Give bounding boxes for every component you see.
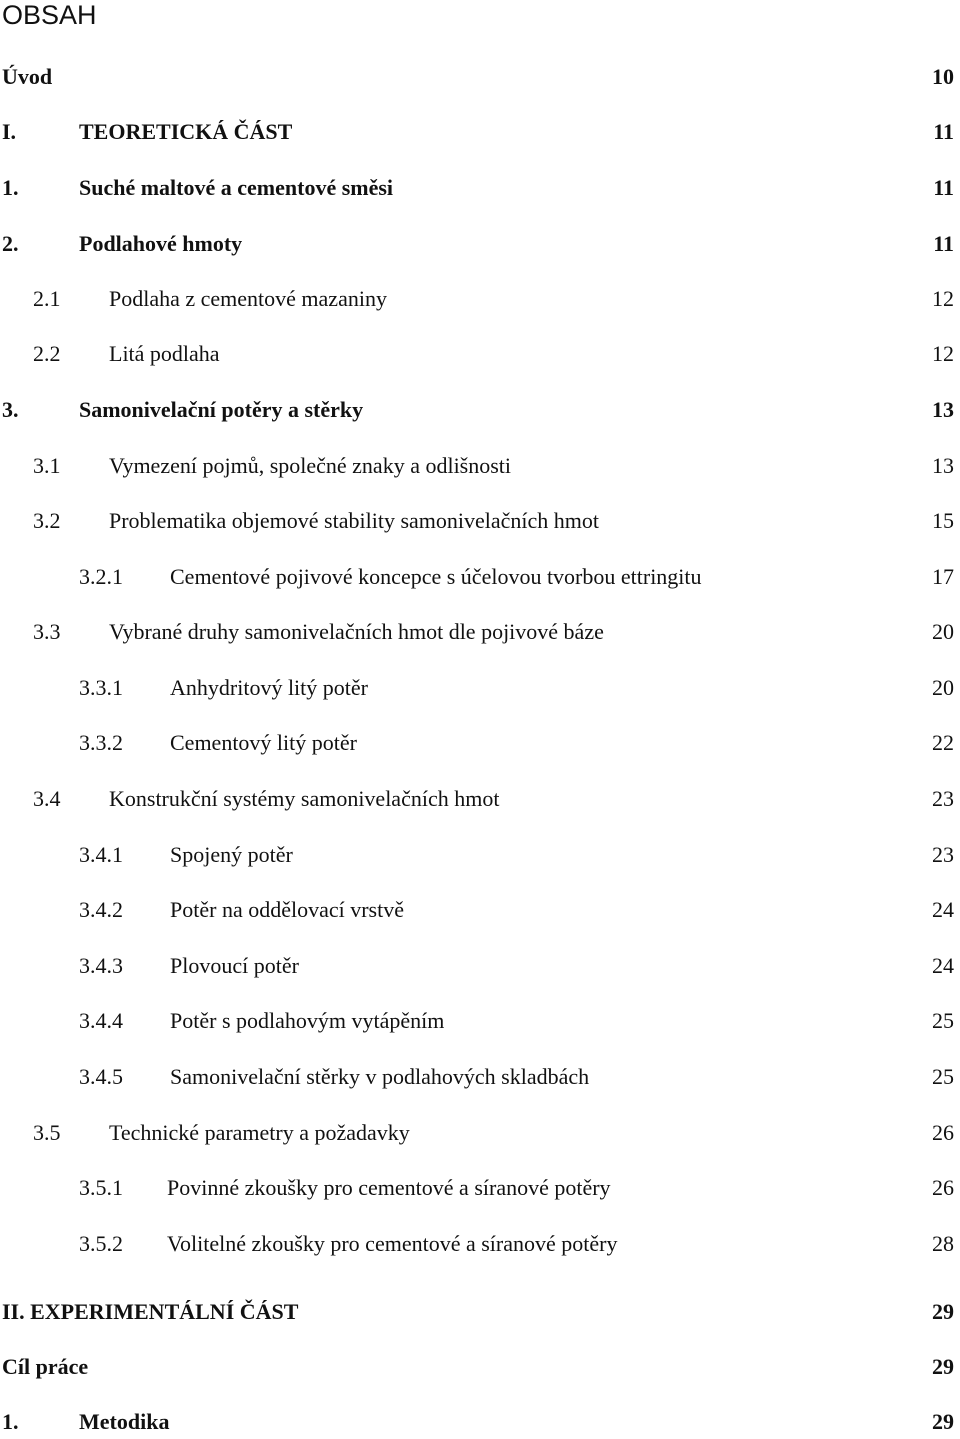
toc-page: 11 [933, 231, 954, 256]
toc-page: 11 [933, 119, 954, 144]
toc-entry-3-4 [0, 782, 960, 816]
toc-label: Metodika [79, 1409, 170, 1434]
toc-page: 23 [932, 842, 954, 867]
page-title: OBSAH [2, 0, 97, 30]
toc-entry-chapter-3 [0, 393, 960, 427]
toc-number: 2.2 [33, 341, 61, 366]
toc-number: 3.2.1 [79, 564, 123, 589]
toc-label: Samonivelační stěrky v podlahových skladbách [170, 1064, 590, 1089]
toc-page: 20 [932, 675, 954, 700]
toc-number: 3. [2, 397, 19, 422]
toc-label: Potěr na oddělovací vrstvě [170, 897, 404, 922]
toc-label: Litá podlaha [109, 341, 220, 366]
toc-page: 10 [932, 64, 954, 89]
toc-label: Cementový litý potěr [170, 730, 357, 755]
toc-number: 3.1 [33, 453, 61, 478]
toc-number: 3.4.1 [79, 842, 123, 867]
toc-entry-3-3 [0, 615, 960, 649]
toc-entry-cil-prace [0, 1350, 960, 1384]
toc-entry-3-1 [0, 449, 960, 483]
toc-number: 3.5 [33, 1120, 61, 1145]
toc-entry-3-5 [0, 1116, 960, 1150]
toc-number: I. [2, 119, 17, 144]
toc-number: 3.3 [33, 619, 61, 644]
toc-entry-3-4-4 [0, 1004, 960, 1038]
toc-number: 3.5.2 [79, 1231, 123, 1256]
toc-label: Povinné zkoušky pro cementové a síranové potěry [167, 1175, 611, 1200]
toc-page: 12 [932, 286, 954, 311]
toc-entry-3-4-1 [0, 838, 960, 872]
toc-number: 3.3.2 [79, 730, 123, 755]
toc-page: 26 [932, 1120, 954, 1145]
toc-label: TEORETICKÁ ČÁST [79, 119, 293, 144]
toc-label: II. EXPERIMENTÁLNÍ ČÁST [2, 1299, 299, 1324]
toc-label: Technické parametry a požadavky [109, 1120, 410, 1145]
toc-number: 3.2 [33, 508, 61, 533]
toc-label: Podlahové hmoty [79, 231, 243, 256]
toc-entry-part-2 [0, 1295, 960, 1329]
toc-entry-3-3-1 [0, 671, 960, 705]
toc-label: Potěr s podlahovým vytápěním [170, 1008, 445, 1033]
toc-label: Suché maltové a cementové směsi [79, 175, 394, 200]
toc-label: Problematika objemové stability samonivelačních hmot [109, 508, 600, 533]
toc-entry-3-4-3 [0, 949, 960, 983]
toc-page: 25 [932, 1064, 954, 1089]
toc-entry-2-2 [0, 337, 960, 371]
toc-number: 3.4.5 [79, 1064, 123, 1089]
toc-entry-3-2 [0, 504, 960, 538]
toc-entry-uvod [0, 60, 960, 94]
toc-number: 1. [2, 1409, 19, 1434]
toc-label: Úvod [2, 64, 53, 89]
toc-label: Cementové pojivové koncepce s účelovou tvorbou ettringitu [170, 564, 702, 589]
toc-label: Spojený potěr [170, 842, 293, 867]
toc-number: 3.4.3 [79, 953, 123, 978]
toc-page: 26 [932, 1175, 954, 1200]
toc-entry-chapter-2 [0, 227, 960, 261]
toc-label: Vymezení pojmů, společné znaky a odlišnosti [109, 453, 512, 478]
toc-page: 20 [932, 619, 954, 644]
toc-entry-3-3-2 [0, 726, 960, 760]
toc-page: 29 [932, 1409, 954, 1434]
toc-entry-3-5-1 [0, 1171, 960, 1205]
toc-entry-3-4-2 [0, 893, 960, 927]
toc-page: 17 [932, 564, 954, 589]
toc-label: Vybrané druhy samonivelačních hmot dle pojivové báze [109, 619, 604, 644]
toc-page: 28 [932, 1231, 954, 1256]
toc-page: 13 [932, 397, 954, 422]
toc-page: 12 [932, 341, 954, 366]
toc-label: Podlaha z cementové mazaniny [109, 286, 387, 311]
toc-entry-2-1 [0, 282, 960, 316]
toc-label: Konstrukční systémy samonivelačních hmot [109, 786, 500, 811]
toc-number: 3.5.1 [79, 1175, 123, 1200]
toc-entry-3-5-2 [0, 1227, 960, 1261]
toc-page: 23 [932, 786, 954, 811]
toc-page: 15 [932, 508, 954, 533]
toc-page: 24 [932, 953, 954, 978]
toc-page: 11 [933, 175, 954, 200]
toc-page: 24 [932, 897, 954, 922]
toc-number: 3.4.4 [79, 1008, 123, 1033]
toc-page: 22 [932, 730, 954, 755]
toc-number: 2. [2, 231, 19, 256]
toc-entry-part-1 [0, 115, 960, 149]
toc-page: 29 [932, 1299, 954, 1324]
toc-label: Cíl práce [2, 1354, 89, 1379]
toc-entry-chapter-1 [0, 171, 960, 205]
toc-number: 3.4.2 [79, 897, 123, 922]
toc-number: 2.1 [33, 286, 61, 311]
toc-entry-3-4-5 [0, 1060, 960, 1094]
toc-number: 3.3.1 [79, 675, 123, 700]
toc-label: Volitelné zkoušky pro cementové a síranové potěry [167, 1231, 618, 1256]
toc-number: 1. [2, 175, 19, 200]
toc-entry-metodika [0, 1405, 960, 1439]
toc-label: Anhydritový litý potěr [170, 675, 368, 700]
toc-page: 13 [932, 453, 954, 478]
toc-label: Samonivelační potěry a stěrky [79, 397, 364, 422]
toc-label: Plovoucí potěr [170, 953, 299, 978]
toc-page: 25 [932, 1008, 954, 1033]
toc-page: 29 [932, 1354, 954, 1379]
toc-entry-3-2-1 [0, 560, 960, 594]
toc-number: 3.4 [33, 786, 61, 811]
